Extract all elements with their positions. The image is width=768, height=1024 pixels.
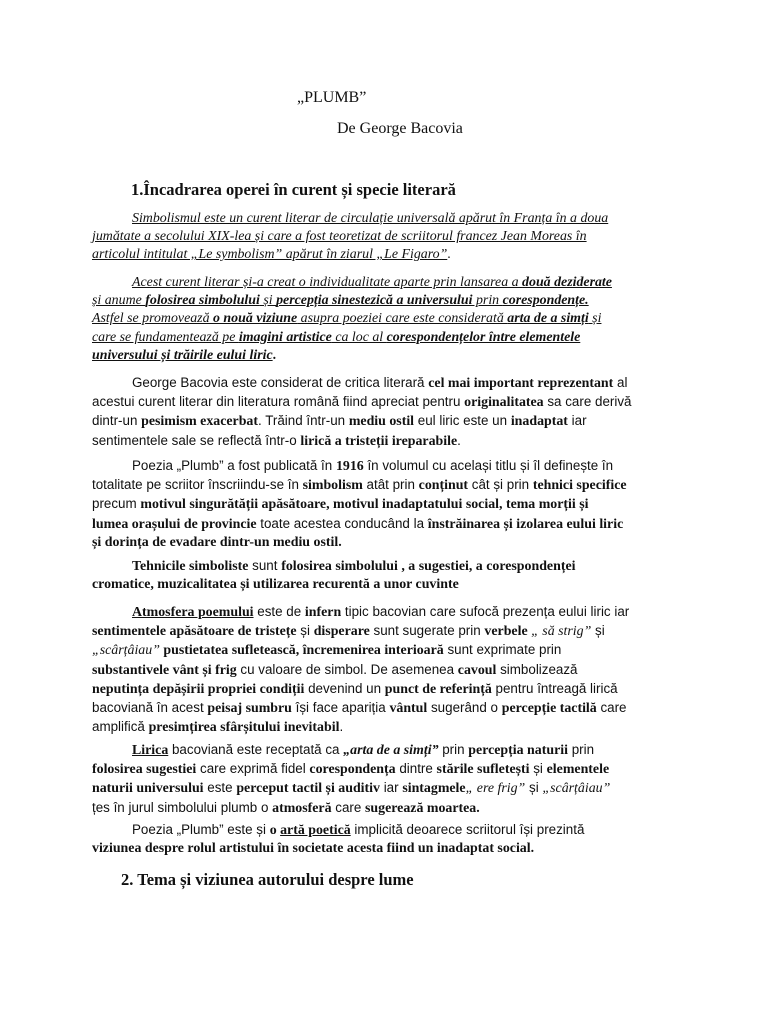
paragraph-line (92, 476, 692, 495)
paragraph-line (92, 228, 692, 246)
text-run: „scârțâiau” (542, 781, 611, 797)
text-run: bacoviană în acest (92, 700, 208, 716)
text-run: sentimentele apăsătoare de tristețe (92, 624, 297, 640)
text-run: . (339, 719, 344, 735)
text-run: sunt (248, 558, 282, 573)
text-run: Poezia „Plumb” a fost publicată în (132, 458, 336, 473)
text-run: al (613, 375, 628, 390)
text-run: . (447, 247, 451, 263)
text-run: atât prin (362, 477, 419, 493)
text-run: folosirea sugestiei (92, 762, 197, 778)
text-run: Atmosfera poemului (132, 605, 254, 620)
text-run: care se fundamentează pe (92, 329, 239, 345)
text-run: „ să strig” (527, 624, 592, 640)
text-run: originalitatea (464, 395, 544, 411)
text-run: lirică a tristeții ireparabile (300, 433, 458, 449)
text-run: tehnici specifice (532, 478, 627, 494)
paragraph-atmosfera-poemului (92, 603, 692, 737)
text-run: vântul (389, 701, 428, 717)
paragraph-simbolism-definition (92, 210, 692, 265)
text-run: asupra poeziei care este considerată (297, 311, 508, 327)
text-run: și dorința de evadare dintr-un mediu ostil. (92, 534, 342, 550)
text-run: Simbolismul este un curent literar de circulație universală apărut în Franța în a doua (132, 211, 609, 226)
text-run: folosirea simbolului , a sugestiei, a corespondenței (281, 559, 576, 574)
text-run: atmosferă (272, 800, 332, 816)
text-run: peisaj sumbru (207, 701, 292, 717)
text-run: „scârțâiau” (92, 643, 160, 659)
text-run: . (272, 347, 277, 363)
text-run: conținut (418, 478, 469, 494)
text-run: simbolizează (496, 661, 578, 677)
paragraph-bacovia-reprezentant (92, 374, 692, 451)
text-run: cavoul (457, 662, 497, 678)
text-run: care (596, 700, 627, 716)
text-run: lumea orașului de provincie (92, 516, 257, 532)
document-title: „PLUMB” (297, 89, 367, 106)
text-run: perceput tactil și auditiv (236, 781, 380, 797)
text-run: iar (567, 413, 587, 429)
text-run: substantivele vânt și frig (92, 662, 237, 678)
paragraph-line (92, 310, 692, 328)
text-run: viziunea despre rolul artistului în societate acesta fiind un inadaptat social. (92, 841, 535, 857)
text-run: imagini artistice (238, 329, 332, 345)
text-run: și (525, 780, 543, 796)
paragraph-line (92, 741, 692, 760)
text-run: pentru întreagă lirică (491, 680, 618, 696)
text-run: o nouă viziune (213, 311, 298, 327)
author-line: De George Bacovia (337, 120, 463, 137)
paragraph-line (92, 292, 692, 310)
text-run: presimțirea sfârșitului inevitabil (148, 720, 340, 736)
text-run: 1916 (335, 459, 364, 474)
text-run: cel mai important reprezentant (428, 376, 614, 391)
paragraph-line (92, 274, 692, 292)
text-run: corespondența (309, 762, 396, 778)
text-run: simbolism (302, 478, 363, 494)
paragraph-line (92, 412, 692, 431)
text-run: sintagmele (402, 781, 466, 797)
text-run: universului și trăirile eului liric (92, 347, 273, 363)
text-run: își face apariția (291, 700, 390, 716)
text-run: sugerează moartea. (365, 800, 480, 816)
text-run: Poezia „Plumb” este și (132, 822, 270, 837)
text-run: sugerând o (427, 700, 502, 716)
paragraph-line (92, 718, 692, 737)
paragraph-line (92, 557, 692, 576)
text-run: precum (92, 496, 141, 512)
text-run: folosirea simbolului (145, 293, 260, 309)
text-run: jumătate a secolului XIX-lea și care a fost teoretizat de scriitorul francez Jean Moreas în (92, 229, 587, 245)
paragraph-line (92, 432, 692, 451)
text-run: inadaptat (510, 414, 568, 430)
text-run: sa care derivă (543, 394, 632, 410)
text-run: George Bacovia este considerat de critica literară (132, 375, 429, 390)
text-run: este (203, 780, 237, 796)
text-run: toate acestea conducând la (256, 515, 428, 531)
paragraph-line (92, 641, 692, 660)
text-run: o artă poetică (269, 823, 351, 838)
text-run: și (588, 311, 602, 327)
text-run: cu valoare de simbol. De asemenea (236, 661, 458, 677)
text-run: punct de referință (384, 681, 492, 697)
text-run: și anume (92, 293, 146, 309)
text-run: eul liric este un (414, 413, 511, 429)
text-run: Astfel se promovează (92, 311, 214, 327)
text-run: este de (253, 604, 305, 619)
paragraph-line (92, 699, 692, 718)
text-run: „arta de a simți” (343, 743, 439, 758)
text-run: acestui curent literar din literatura română fiind apreciat pentru (92, 394, 465, 410)
text-run: arta de a simți (507, 311, 589, 327)
text-run: care (331, 799, 366, 815)
text-run: prin (472, 293, 503, 309)
paragraph-line (92, 603, 692, 622)
text-run: . (457, 432, 461, 448)
text-run: totalitate pe scriitor înscriindu-se în (92, 477, 303, 493)
text-run: care exprimă fidel (196, 761, 310, 777)
text-run: prin (567, 742, 595, 757)
paragraph-arta-poetica (92, 821, 692, 858)
paragraph-line (92, 393, 692, 412)
paragraph-line (92, 210, 692, 228)
text-run: mediu ostil (348, 414, 415, 430)
text-run: în volumul cu același titlu și îl definește în (363, 458, 614, 473)
text-run: Tehnicile simboliste (132, 559, 249, 574)
text-run: Lirica (132, 743, 169, 758)
paragraph-plumb-publicare (92, 457, 692, 552)
text-run: dintr-un (92, 413, 142, 429)
text-run: și (296, 623, 314, 639)
section-heading-2: 2. Tema și viziunea autorului despre lume (121, 870, 414, 889)
paragraph-line (92, 329, 692, 347)
text-run: implicită deoarece scriitorul își prezintă (350, 822, 585, 837)
text-run: țes în jurul simbolului plumb o (92, 799, 273, 815)
paragraph-line (92, 576, 692, 594)
paragraph-lirica-bacoviana (92, 741, 692, 818)
text-run: motivul singurătății apăsătoare, motivul inadaptatului social, tema morții și (140, 497, 589, 513)
paragraph-line (92, 661, 692, 680)
text-run: devenind un (304, 680, 385, 696)
text-run: „ ere frig” (465, 781, 526, 797)
text-run: două deziderate (522, 275, 612, 290)
paragraph-line (92, 347, 692, 365)
text-run: și (259, 293, 277, 309)
text-run: pustietatea sufletească, încremenirea interioară (159, 643, 444, 659)
text-run: cromatice, muzicalitatea și utilizarea recurentă a unor cuvinte (92, 577, 459, 593)
text-run: cât și prin (468, 477, 533, 493)
text-run: sentimentele sale se reflectă într-o (92, 432, 301, 448)
text-run: dintre (395, 761, 437, 777)
text-run: disperare (313, 624, 370, 640)
text-run: tipic bacovian care sufocă prezența eului liric iar (341, 604, 630, 619)
text-run: corespondențe. (502, 293, 589, 309)
text-run: naturii universului (92, 781, 204, 797)
text-run: iar (379, 780, 403, 796)
text-run: sunt exprimate prin (443, 642, 562, 658)
paragraph-line (92, 534, 692, 552)
paragraph-simbolism-deziderate (92, 274, 692, 365)
text-run: elementele (546, 762, 610, 778)
text-run: înstrăinarea și izolarea eului liric (427, 516, 624, 532)
paragraph-line (92, 821, 692, 840)
paragraph-line (92, 799, 692, 818)
text-run: Acest curent literar și-a creat o individualitate aparte prin lansarea a (132, 275, 523, 290)
paragraph-line (92, 840, 692, 858)
paragraph-line (92, 457, 692, 476)
paragraph-line (92, 760, 692, 779)
text-run: percepție tactilă (501, 701, 597, 717)
text-run: ca loc al (331, 329, 387, 345)
text-run: infern (304, 605, 342, 620)
text-run: și (591, 623, 605, 639)
text-run: amplifică (92, 719, 149, 735)
paragraph-line (92, 779, 692, 798)
text-run: percepția sinestezică a universului (276, 293, 473, 309)
text-run: neputința depășirii propriei condiții (92, 681, 305, 697)
text-run: bacoviană este receptată ca (168, 742, 344, 757)
paragraph-tehnici-simboliste (92, 557, 692, 594)
paragraph-line (92, 246, 692, 264)
text-run: . Trăind într-un (258, 413, 349, 429)
paragraph-line (92, 495, 692, 514)
paragraph-line (92, 515, 692, 534)
paragraph-line (92, 680, 692, 699)
paragraph-line (92, 622, 692, 641)
text-run: verbele (484, 624, 528, 640)
text-run: stările sufletești (436, 762, 530, 778)
text-run: articolul intitulat „Le symbolism” apărut în ziarul „Le Figaro” (92, 247, 448, 263)
text-run: corespondențelor între elementele (386, 329, 581, 345)
text-run: și (529, 761, 547, 777)
text-run: prin (438, 742, 469, 757)
text-run: pesimism exacerbat (141, 414, 259, 430)
section-heading-1: 1.Încadrarea operei în curent și specie literară (131, 180, 456, 199)
text-run: percepția naturii (468, 743, 568, 758)
paragraph-line (92, 374, 692, 393)
text-run: sunt sugerate prin (369, 623, 485, 639)
